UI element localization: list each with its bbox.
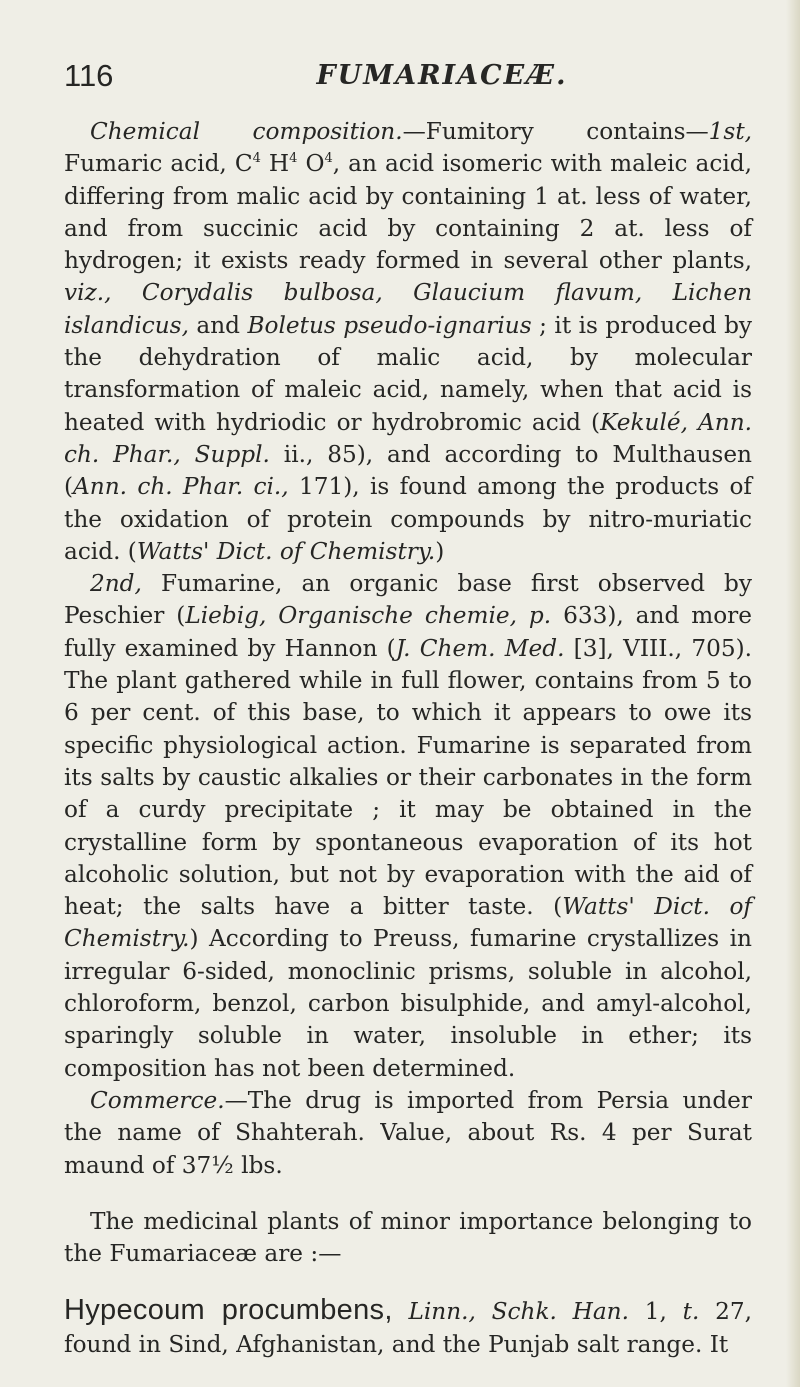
citation-watts: Watts' Dict. of Chemistry. [64, 893, 753, 953]
text-span: ) [435, 537, 445, 565]
formula-element: O [297, 150, 325, 178]
citation-liebig: Liebig, Organische chemie, p. [185, 602, 552, 630]
page-number: 116 [64, 58, 114, 93]
paragraph-chemical-composition [64, 116, 752, 568]
paragraph-hypecoum [64, 1294, 752, 1361]
text-span: 27, found in Sind, Afghanistan, and the Punjab salt range. It [64, 1298, 752, 1358]
paragraph-commerce [64, 1085, 752, 1182]
page-header [64, 58, 740, 104]
plant-heading-hypecoum: Hypecoum procumbens, [64, 1294, 393, 1327]
citation-watts: Watts' Dict. of Chemistry. [136, 537, 436, 565]
formula-subscript: 4 [252, 151, 261, 167]
text-span: Fumarine, an organic base first observed by Peschier ( [64, 570, 752, 630]
text-span: ii., 85), and according to Multhausen ( [64, 440, 752, 501]
species-boletus: Boletus pseudo-ignarius [247, 311, 532, 339]
text-span: The medicinal plants of minor importance belonging to the Fumariaceæ are :— [64, 1207, 752, 1268]
citation-j-chem-med: J. Chem. Med. [395, 634, 565, 662]
ordinal-first: 1st, [708, 118, 753, 145]
citation-kekule: Kekulé, Ann. ch. Phar., Suppl. [64, 408, 752, 468]
text-span: , an acid isomeric with maleic acid, differing from malic acid by containing 1 at. less of water, and from succinic acid by containing 2 at. less of hydrogen; it exists ready formed in several other plants, [64, 150, 752, 275]
text-span: Fumaric acid, C [64, 150, 253, 178]
text-span: —Fumitory contains— [402, 118, 709, 145]
text-span: 171), is found among the products of the oxidation of protein compounds by nitro-muriatic acid. ( [64, 473, 752, 565]
italic-viz: viz., [64, 279, 112, 307]
text-span: 633), and more fully examined by Hannon ( [64, 602, 752, 662]
body-text [64, 116, 752, 1361]
formula-subscript: 4 [324, 151, 333, 167]
running-head: FUMARIACEÆ. [316, 60, 568, 91]
section-label-commerce: Commerce. [90, 1086, 225, 1114]
ordinal-second: 2nd, [90, 570, 142, 598]
italic-t: t. [682, 1298, 700, 1326]
botanical-authority: Linn., Schk. Han. [408, 1298, 629, 1326]
formula-subscript: 4 [289, 151, 298, 167]
paragraph-fumarine [64, 568, 752, 1085]
section-label-chemical-composition: Chemical composition. [90, 118, 403, 145]
text-span: —The drug is imported from Persia under the name of Shahterah. Value, about Rs. 4 per Surat maund of 37½ lbs. [64, 1086, 752, 1179]
text-span: [3], VIII., 705). The plant gathered while in full flower, contains from 5 to 6 per cent. of this base, to which it appears to owe its specific physiological action. Fumarine is separated from its salts by caustic alkalies or their carbonates in the form of a curdy precipitate ; it may be obtained in the crystalline form by spontaneous evaporation of its hot alcoholic solution, but not by evaporation with the aid of heat; the salts have a bitter taste. ( [64, 634, 752, 921]
text-span [393, 1298, 409, 1325]
paragraph-minor-plants [64, 1206, 752, 1271]
citation-ann-ch-phar: Ann. ch. Phar. ci., [73, 473, 289, 501]
text-span [111, 279, 141, 306]
page-edge-shadow [786, 0, 800, 1387]
text-span: ; it is produced by the dehydration of malic acid, by molecular transformation of maleic acid, namely, when that acid is heated with hydriodic or hydrobromic acid ( [64, 311, 753, 436]
text-span: 1, [629, 1298, 683, 1326]
text-span: ) According to Preuss, fumarine crystallizes in irregular 6-sided, monoclinic prisms, soluble in alcohol, chloroform, benzol, carbon bisulphide, and amyl-alcohol, sparingly soluble in water, insoluble in ether; its composition has not been determined. [64, 925, 752, 1082]
species-names: Corydalis bulbosa, Glaucium flavum, Lichen islandicus, [64, 279, 753, 339]
text-span: and [188, 311, 248, 339]
formula-element: H [260, 150, 290, 178]
